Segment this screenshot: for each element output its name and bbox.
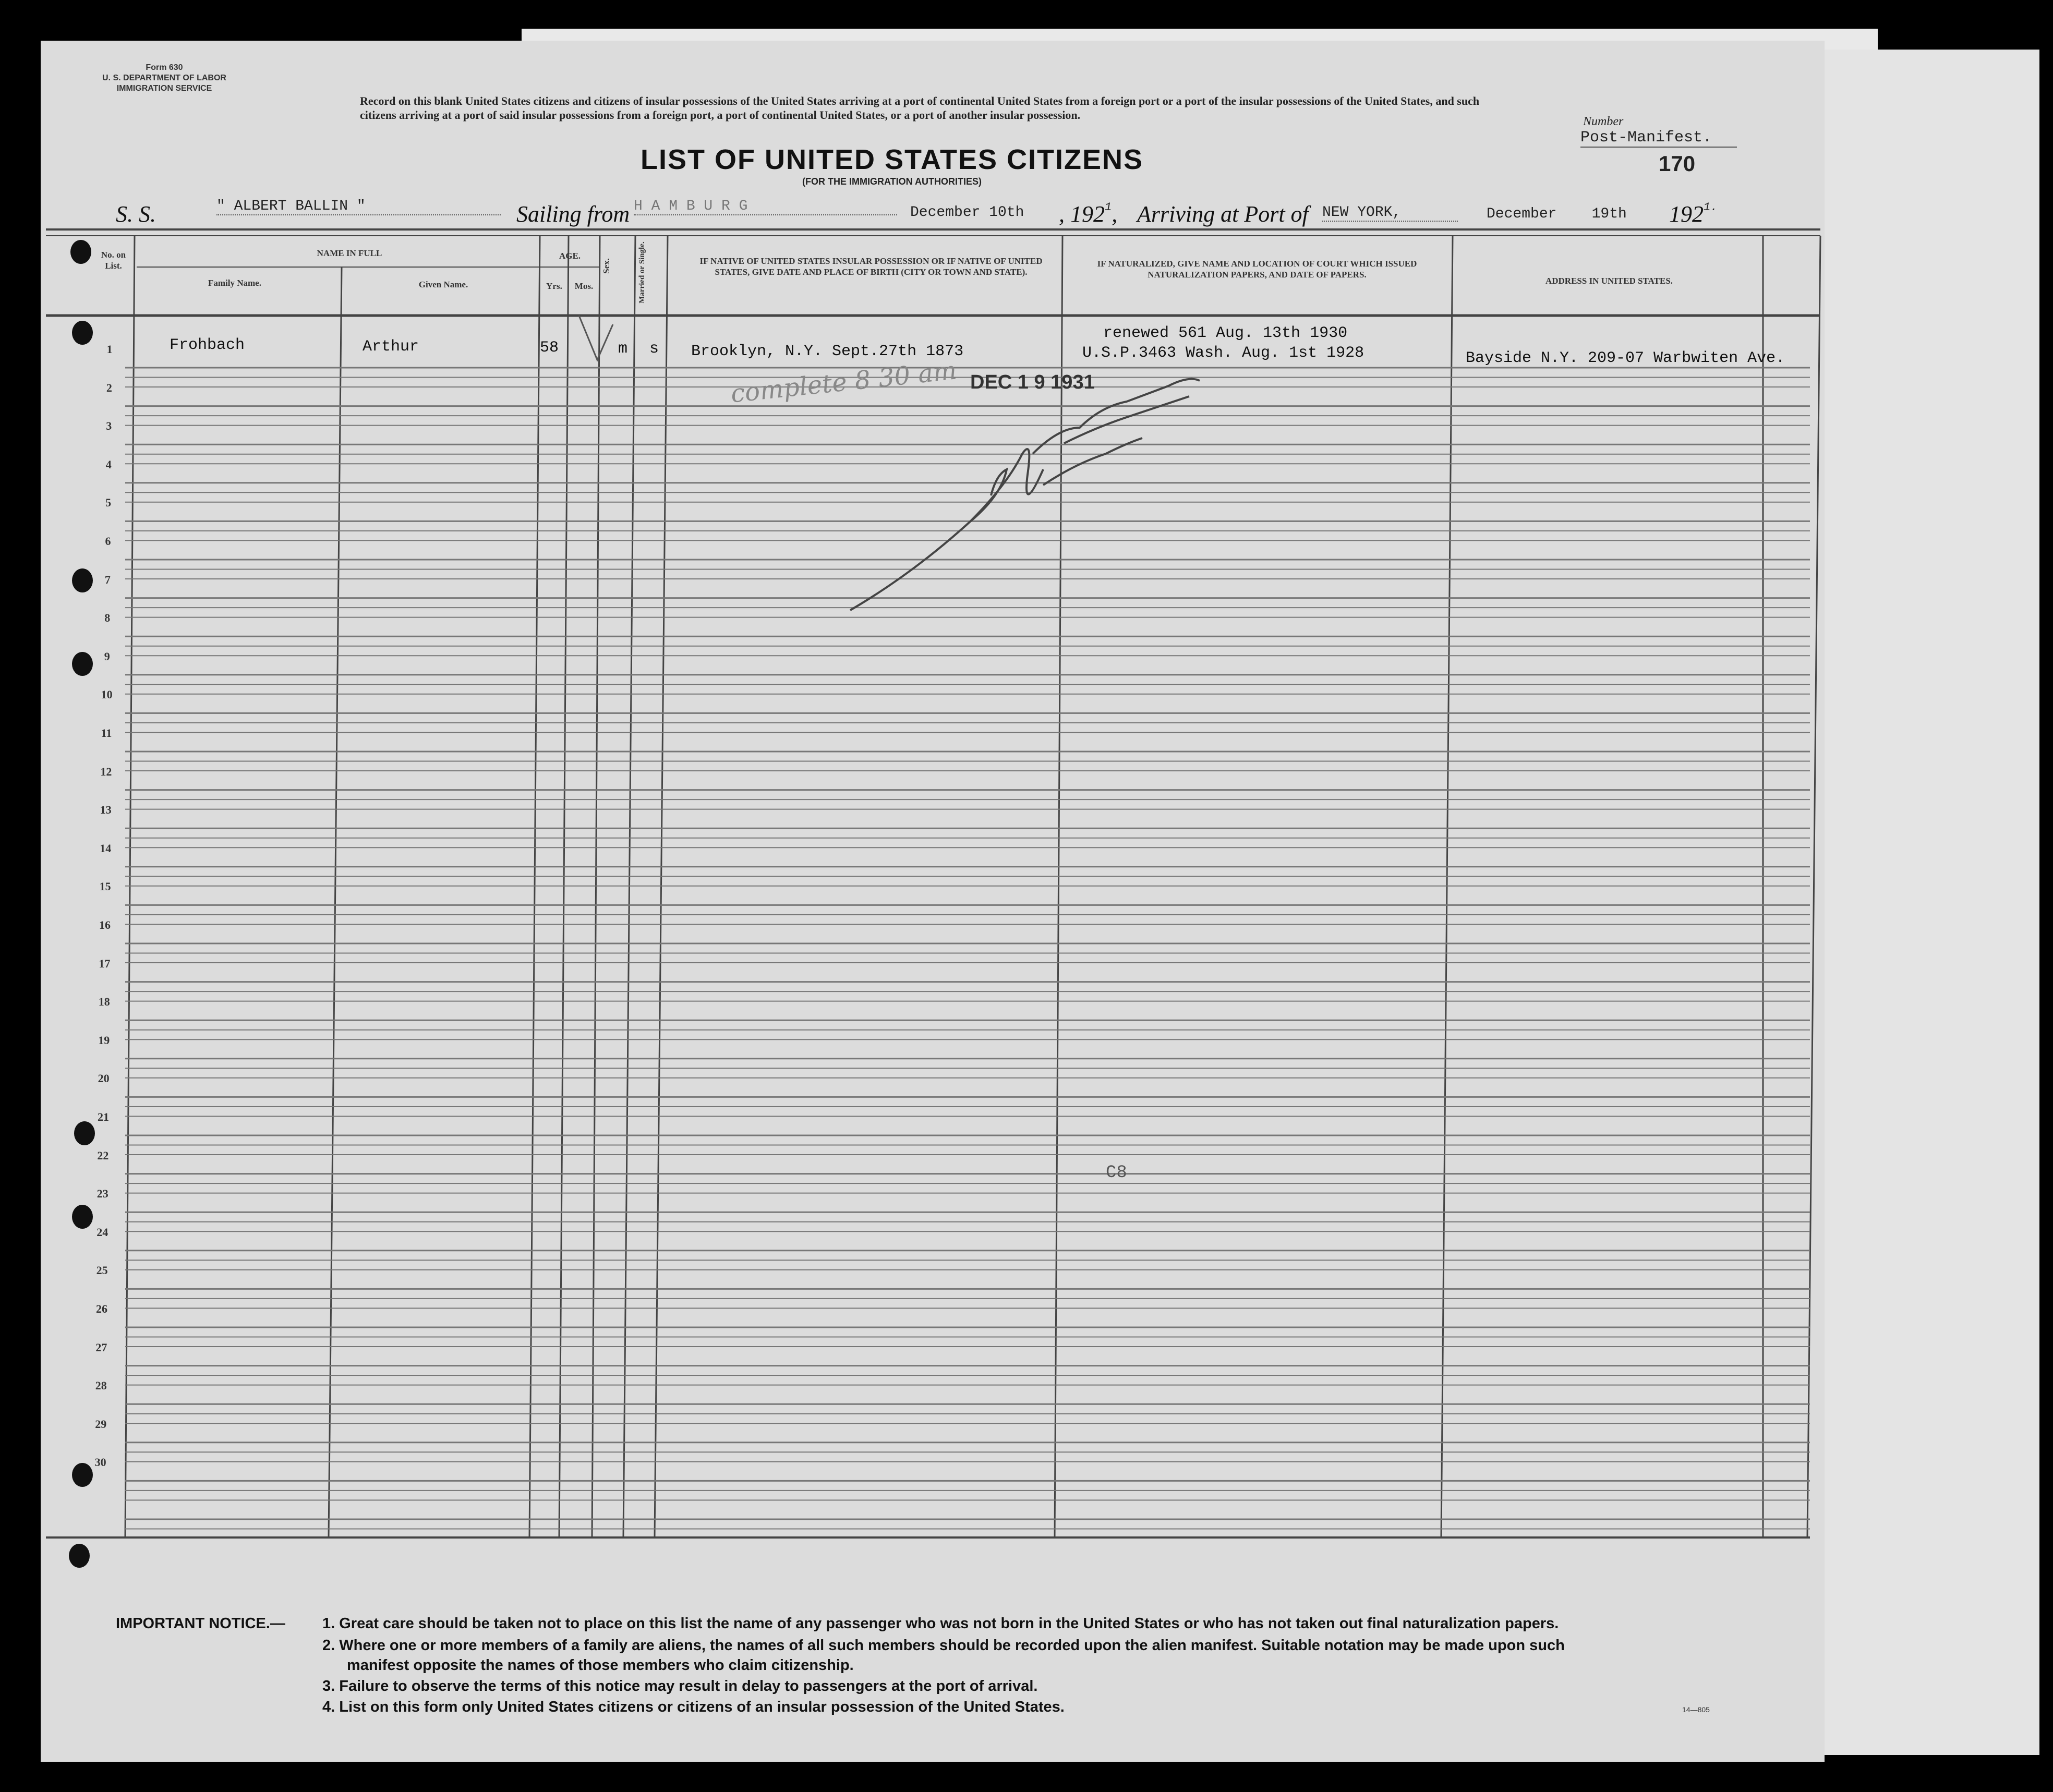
row-number: 26 (96, 1302, 107, 1315)
row-number: 19 (98, 1033, 110, 1047)
notice-item-3: 3. Failure to observe the terms of this notice may result in delay to passengers at the port of arrival. (322, 1678, 1038, 1694)
arriving-label: Arriving at Port of (1137, 201, 1309, 227)
sailing-label: Sailing from (516, 201, 630, 227)
row-number: 6 (105, 535, 111, 548)
family-name-cell: Frohbach (170, 336, 245, 354)
row-number: 29 (95, 1417, 107, 1431)
sex-cell: m (618, 340, 628, 358)
row-number: 1 (106, 343, 113, 356)
row-number: 9 (104, 649, 110, 663)
header-given-name: Given Name. (418, 280, 468, 289)
arrival-port: NEW YORK, (1322, 204, 1458, 222)
row-number: 20 (98, 1072, 110, 1085)
notice-item-2-continued: manifest opposite the names of those members who claim citizenship. (347, 1657, 854, 1674)
department-name: U. S. DEPARTMENT OF LABOR (102, 74, 226, 82)
arrival-date: December 19th (1487, 206, 1627, 222)
row-number: 27 (95, 1340, 107, 1354)
instructions-text: Record on this blank United States citizens and citizens of insular possessions of the United States arriving at a port of continental United States from a foreign port or a port of the insular possessions of the United States, and such citizens arriving at a port of said insular possessions from a foreign port, a port of continental United States, or a port of another insular possession. (360, 94, 1480, 122)
page-title: LIST OF UNITED STATES CITIZENS (641, 144, 1143, 175)
arrival-year-suffix: 1. (1704, 201, 1718, 214)
notice-item-1: 1. Great care should be taken not to place on this list the name of any passenger who was not born in the United States or who has not taken out final naturalization papers. (322, 1615, 1559, 1632)
row-number: 8 (104, 611, 111, 625)
header-married-single: Married or Single. (638, 241, 646, 304)
stray-mark: C8 (1106, 1163, 1127, 1183)
header-native-birth: IF NATIVE OF UNITED STATES INSULAR POSSESSION OR IF NATIVE OF UNITED STATES, GIVE DATE AND PLACE OF BIRTH (CITY OR TOWN AND STATE). (699, 256, 1043, 277)
address-cell: Bayside N.Y. 209-07 Warbwiten Ave. (1466, 349, 1785, 367)
birth-cell: Brooklyn, N.Y. Sept.27th 1873 (691, 343, 964, 360)
sailing-date: December 10th (910, 204, 1024, 221)
row-number: 13 (100, 803, 112, 817)
row-number: 5 (105, 496, 112, 510)
manifest-number: 170 (1659, 151, 1696, 176)
sailing-year-suffix: 1 (1105, 201, 1112, 214)
row-number: 22 (97, 1148, 109, 1162)
row-number: 23 (96, 1187, 108, 1201)
row-number: 25 (96, 1264, 108, 1277)
row-number: 7 (104, 573, 111, 586)
row-number: 12 (100, 765, 112, 778)
row-number: 18 (98, 995, 110, 1009)
header-name-in-full: NAME IN FULL (317, 248, 382, 258)
header-sex: Sex. (601, 258, 611, 274)
pencil-note: complete 8 30 am (729, 356, 958, 409)
sailing-year: , $192^1$, (1059, 201, 1118, 227)
row-number: 15 (99, 880, 111, 893)
row-number: 21 (98, 1110, 109, 1123)
notice-heading: IMPORTANT NOTICE.— (116, 1615, 285, 1632)
header-age: AGE. (559, 251, 581, 261)
sailing-year-prefix: 192 (1070, 201, 1105, 227)
header-address: ADDRESS IN UNITED STATES. (1545, 276, 1673, 286)
ss-label: S. S. (116, 201, 156, 227)
number-value: Post-Manifest. (1580, 129, 1737, 148)
header-no-on-list: No. on List. (101, 250, 126, 271)
row-number: 16 (99, 918, 111, 931)
naturalization-line-2: U.S.P.3463 Wash. Aug. 1st 1928 (1082, 344, 1364, 362)
form-number: Form 630 (146, 63, 183, 72)
row-number: 17 (99, 956, 111, 970)
marital-cell: s (649, 340, 659, 358)
ship-name: " ALBERT BALLIN " (216, 198, 501, 215)
row-number: 14 (100, 841, 112, 855)
row-number: 4 (105, 457, 112, 471)
row-number: 30 (94, 1456, 106, 1469)
header-naturalized: IF NATURALIZED, GIVE NAME AND LOCATION OF COURT WHICH ISSUED NATURALIZATION PAPERS, AND DATE OF PAPERS. (1097, 259, 1417, 280)
service-name: IMMIGRATION SERVICE (116, 84, 212, 93)
naturalization-line-1: renewed 561 Aug. 13th 1930 (1103, 324, 1348, 342)
row-number: 11 (101, 727, 112, 740)
notice-item-2: 2. Where one or more members of a family are aliens, the names of all such members should be recorded upon the alien manifest. Suitable notation may be made upon such (322, 1637, 1565, 1654)
header-months: Mos. (574, 281, 594, 291)
row-number: 2 (106, 381, 112, 394)
date-stamp: DEC 1 9 1931 (970, 371, 1095, 393)
row-number: 3 (106, 419, 112, 433)
given-name-cell: Arthur (363, 338, 419, 356)
departure-port: H A M B U R G (634, 198, 897, 215)
header-years: Yrs. (546, 281, 562, 291)
arrival-year-prefix: 192 (1669, 201, 1704, 227)
row-number: 10 (101, 688, 113, 701)
page-subtitle: (FOR THE IMMIGRATION AUTHORITIES) (802, 176, 982, 187)
notice-item-4: 4. List on this form only United States citizens or citizens of an insular possession of the United States. (322, 1699, 1065, 1715)
row-number: 28 (95, 1379, 107, 1393)
number-label: Number (1583, 115, 1624, 128)
form-code: 14—805 (1682, 1705, 1710, 1714)
row-number: 24 (96, 1225, 108, 1239)
inspector-signature-icon (835, 365, 1252, 626)
age-years-cell: 58 (540, 339, 559, 357)
header-family-name: Family Name. (208, 278, 261, 288)
